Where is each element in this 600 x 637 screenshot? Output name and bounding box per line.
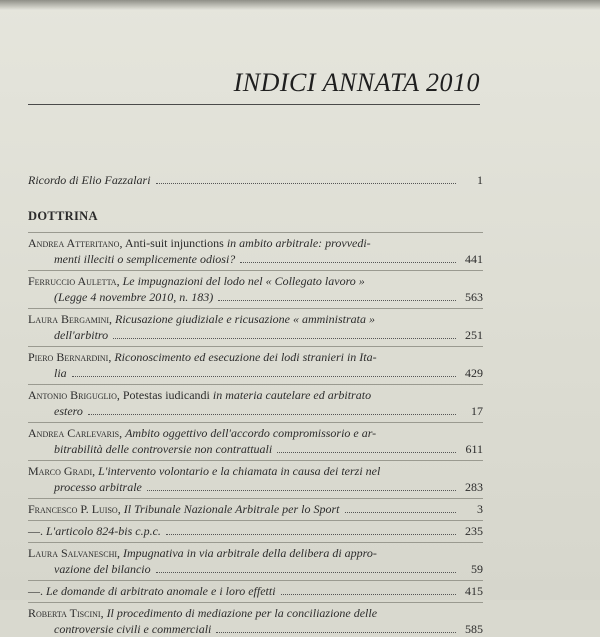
dot-leader — [281, 591, 456, 595]
entry-comma: , — [92, 464, 96, 478]
entry-title-cont: menti illeciti o semplicemente odiosi? — [54, 252, 236, 266]
dot-leader — [147, 487, 456, 491]
entry-author: Andrea Atteritano — [28, 236, 120, 250]
entry-comma: , — [119, 426, 123, 440]
index-entry — [28, 460, 483, 495]
page-number: 59 — [471, 562, 483, 576]
index-entry — [28, 308, 483, 343]
index-content — [28, 172, 483, 637]
index-entry — [28, 542, 483, 577]
entry-title-cont: vazione del bilancio — [54, 562, 151, 576]
index-entry — [28, 270, 483, 305]
index-entry — [28, 346, 483, 381]
entry-title-italic: Il procedimento di mediazione per la conciliazione delle — [106, 606, 378, 620]
page-number: 3 — [477, 502, 483, 516]
entry-comma: , — [117, 502, 121, 516]
entry-author: Ferruccio Auletta — [28, 274, 117, 288]
entry-author: Marco Gradi — [28, 464, 93, 478]
entry-author: Piero Bernardini — [28, 350, 109, 364]
entry-title-cont: bitrabilità delle controversie non contrattuali — [54, 442, 273, 456]
entry-comma: , — [117, 546, 121, 560]
index-entry — [28, 602, 483, 637]
dot-leader — [156, 569, 456, 573]
entry-title-italic: Ricusazione giudiziale e ricusazione « amministrata » — [115, 312, 375, 326]
page-number: 611 — [465, 442, 483, 456]
page-number: 235 — [465, 524, 483, 538]
entry-comma: , — [119, 236, 123, 250]
index-entry — [28, 580, 483, 599]
title-rule — [28, 104, 480, 105]
dot-leader — [218, 297, 456, 301]
page-number: 251 — [465, 328, 483, 342]
entry-title-italic: Le impugnazioni del lodo nel « Collegato lavoro » — [122, 274, 365, 288]
section-heading: DOTTRINA — [28, 209, 98, 223]
entry-title-italic: L'articolo 824-bis c.p.c. — [46, 524, 161, 538]
dot-leader — [166, 531, 456, 535]
entry-title-cont: (Legge 4 novembre 2010, n. 183) — [54, 290, 214, 304]
entry-title-italic: Le domande di arbitrato anomale e i loro effetti — [46, 584, 276, 598]
entry-author: Andrea Carlevaris — [28, 426, 120, 440]
dot-leader — [277, 449, 456, 453]
page-number: 1 — [477, 173, 483, 187]
entry-author: Laura Salvaneschi — [28, 546, 118, 560]
entry-author: Francesco P. Luiso — [28, 502, 118, 516]
index-entry — [28, 520, 483, 539]
entry-title-cont: processo arbitrale — [54, 480, 142, 494]
entry-author: Antonio Briguglio — [28, 388, 117, 402]
dot-leader — [156, 180, 456, 184]
entry-ditto: —. — [28, 524, 43, 538]
entry-title-italic: Ambito oggettivo dell'accordo compromissorio e ar- — [125, 426, 377, 440]
page-number: 429 — [465, 366, 483, 380]
entry-title-italic: in materia cautelare ed arbitrato — [212, 388, 372, 402]
entry-title-italic: Riconoscimento ed esecuzione dei lodi stranieri in Ita- — [114, 350, 377, 364]
entry-title-roman: Anti-suit injunctions — [124, 236, 224, 250]
entry-ditto: —. — [28, 584, 43, 598]
index-entry — [28, 498, 483, 517]
index-entry — [28, 232, 483, 267]
page-number: 585 — [465, 622, 483, 636]
page-number: 17 — [471, 404, 483, 418]
entry-title-italic: Impugnativa in via arbitrale della delibera di appro- — [123, 546, 377, 560]
page-number: 441 — [465, 252, 483, 266]
entry-title-cont: lia — [54, 366, 67, 380]
entry-title-italic: L'intervento volontario e la chiamata in causa dei terzi nel — [98, 464, 381, 478]
entry-ricordo — [28, 172, 483, 190]
entry-author: Roberta Tiscini — [28, 606, 101, 620]
entry-comma: , — [116, 274, 120, 288]
dot-leader — [345, 509, 457, 513]
page-number: 415 — [465, 584, 483, 598]
page-number: 563 — [465, 290, 483, 304]
entry-title-italic: Il Tribunale Nazionale Arbitrale per lo Sport — [123, 502, 340, 516]
page-title: INDICI ANNATA 2010 — [233, 68, 480, 97]
page-top-shadow — [0, 0, 600, 10]
dot-leader — [216, 629, 456, 633]
dot-leader — [88, 411, 456, 415]
entry-author: Laura Bergamini — [28, 312, 109, 326]
entry-title-cont: controversie civili e commerciali — [54, 622, 212, 636]
dot-leader — [240, 259, 456, 263]
entry-title-cont: dell'arbitro — [54, 328, 109, 342]
page-number: 283 — [465, 480, 483, 494]
entry-comma: , — [116, 388, 120, 402]
entry-comma: , — [108, 350, 112, 364]
entry-title-roman: Potestas iudicandi — [122, 388, 210, 402]
entry-title-cont: estero — [54, 404, 83, 418]
entry-comma: , — [100, 606, 104, 620]
dot-leader — [113, 335, 456, 339]
index-entry — [28, 384, 483, 419]
entry-text: Ricordo di Elio Fazzalari — [28, 173, 151, 187]
index-entry — [28, 422, 483, 457]
entry-comma: , — [109, 312, 112, 326]
entry-title-italic: in ambito arbitrale: provvedi- — [226, 236, 371, 250]
dot-leader — [72, 373, 456, 377]
